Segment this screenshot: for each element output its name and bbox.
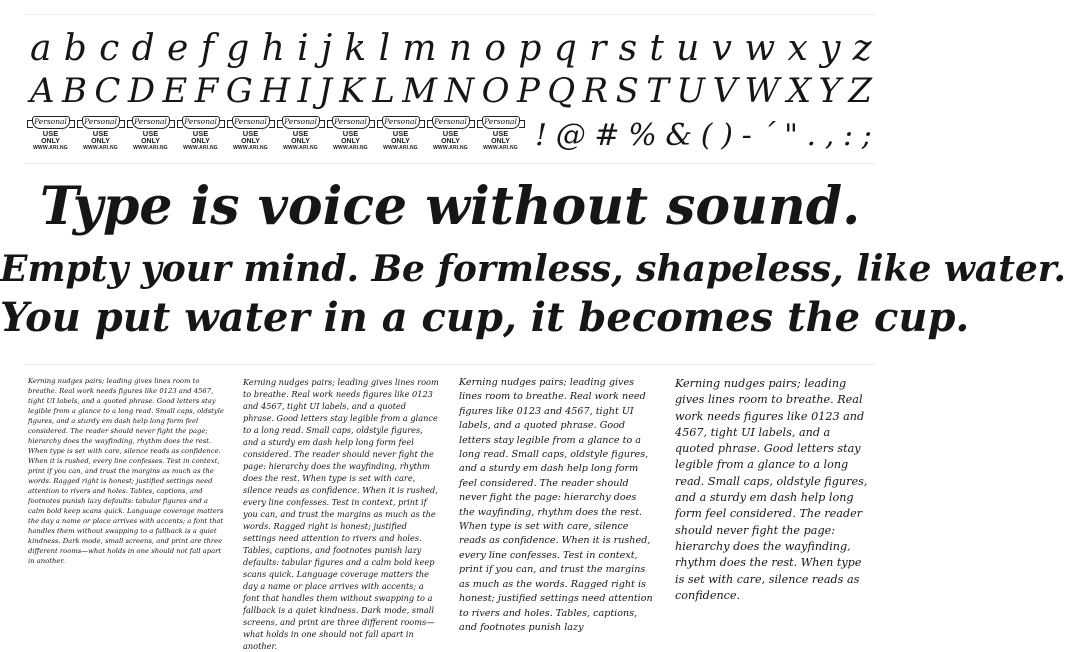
section-divider-lower — [24, 364, 876, 365]
lowercase-glyph: s — [618, 27, 638, 69]
top-divider — [24, 14, 876, 15]
badge-only-text: ONLY — [441, 138, 460, 145]
punctuation-glyph: : — [842, 117, 854, 153]
lowercase-glyph: o — [484, 27, 507, 69]
uppercase-glyph: N — [444, 71, 475, 111]
punctuation-glyph: # — [594, 117, 620, 153]
uppercase-glyph: Z — [848, 71, 872, 111]
badge-banner-text: Personal — [182, 116, 220, 129]
badge-url-text: WWW.ARI.NG — [83, 145, 118, 151]
lowercase-glyph: d — [131, 27, 155, 69]
badge-banner-text: Personal — [482, 116, 520, 129]
uppercase-glyph: A — [30, 71, 55, 111]
uppercase-glyph: I — [297, 71, 311, 111]
lowercase-glyph: m — [402, 27, 437, 69]
badge-only-text: ONLY — [291, 138, 310, 145]
uppercase-glyph: J — [318, 71, 332, 111]
badge-banner-text: Personal — [282, 116, 320, 129]
uppercase-glyph: K — [339, 71, 365, 111]
lowercase-glyph: q — [553, 27, 577, 69]
badge-url-text: WWW.ARI.NG — [333, 145, 368, 151]
uppercase-glyph: Y — [818, 71, 841, 111]
text-column-1: Kerning nudges pairs; leading gives lines room to breathe. Real work needs figures like 0123 and 4567, tight UI labels, and a quoted phrase. Good letters stay legible from a glance to a long read. Small caps, oldstyle figures, and a sturdy em dash help long form feel considered. The reader should never fight the page; hierarchy does the wayfinding, rhythm does the rest. When type is set with care, silence reads as confidence. When it is rushed, every line confesses. Test in context, print if you can, and trust the margins as much as the words. Ragged right is honest; justified settings need attention to rivers and holes. Tables, captions, and footnotes punish lazy defaults: tabular figures and a calm bold keep scans quick. Language coverage matters the day a name or place arrives with accents; a font that handles them without swapping to a fallback is a quiet kindness. Dark mode, small screens, and print are three different rooms—what holds in one should not fall apart in another. — [28, 377, 224, 565]
text-column-4: Kerning nudges pairs; leading gives lines room to breathe. Real work needs figures like 0123 and 4567, tight UI labels, and a quoted phrase. Good letters stay legible from a glance to a long read. Small caps, oldstyle figures, and a sturdy em dash help long form feel considered. The reader should never fight the page: hierarchy does the wayfinding, rhythm does the rest. When type is set with care, silence reads as confidence. — [675, 377, 868, 602]
personal-use-badge — [30, 116, 71, 154]
badge-use-text: USE — [492, 129, 509, 138]
uppercase-glyph: G — [225, 71, 253, 111]
punctuation-glyph: - — [741, 117, 752, 153]
badge-only-text: ONLY — [241, 138, 260, 145]
lowercase-glyph: k — [344, 27, 367, 69]
badge-only-text: ONLY — [91, 138, 110, 145]
uppercase-glyph: B — [61, 71, 87, 111]
badge-banner-text: Personal — [82, 116, 120, 129]
badge-url-text: WWW.ARI.NG — [33, 145, 68, 151]
lowercase-glyph-row — [30, 26, 872, 70]
badge-use-text: USE — [92, 129, 109, 138]
personal-use-badge — [80, 116, 121, 154]
punctuation-glyph: , — [824, 117, 835, 153]
uppercase-glyph: W — [744, 71, 780, 111]
punctuation-glyph: & — [665, 117, 693, 153]
personal-use-badge — [130, 116, 171, 154]
badge-only-text: ONLY — [141, 138, 160, 145]
uppercase-glyph: M — [402, 71, 438, 111]
misc-glyph-row — [30, 114, 872, 156]
uppercase-glyph: S — [615, 71, 639, 111]
section-divider — [24, 163, 876, 164]
uppercase-glyph: Q — [547, 71, 576, 111]
badge-url-text: WWW.ARI.NG — [233, 145, 268, 151]
lowercase-glyph: w — [744, 27, 776, 69]
personal-use-badge — [330, 116, 371, 154]
badge-only-text: ONLY — [41, 138, 60, 145]
uppercase-glyph: T — [646, 71, 669, 111]
punctuation-glyph-row — [527, 118, 872, 153]
badge-use-text: USE — [242, 129, 259, 138]
badge-url-text: WWW.ARI.NG — [383, 145, 418, 151]
punctuation-glyph: ) — [721, 117, 733, 153]
badge-banner-text: Personal — [32, 116, 70, 129]
punctuation-glyph: ( — [700, 117, 713, 153]
badge-only-text: ONLY — [191, 138, 210, 145]
lowercase-glyph: z — [852, 27, 872, 69]
lowercase-glyph: y — [820, 27, 841, 69]
uppercase-glyph: R — [582, 71, 609, 111]
punctuation-glyph: . — [806, 117, 817, 153]
badge-use-text: USE — [292, 129, 309, 138]
lowercase-glyph: i — [297, 27, 309, 69]
lowercase-glyph: b — [63, 27, 87, 69]
badge-banner-text: Personal — [432, 116, 470, 129]
lowercase-glyph: r — [589, 27, 607, 69]
badge-banner-text: Personal — [132, 116, 170, 129]
badge-only-text: ONLY — [491, 138, 510, 145]
lowercase-glyph: a — [30, 27, 52, 69]
lowercase-glyph: t — [649, 27, 664, 69]
badge-only-text: ONLY — [341, 138, 360, 145]
lowercase-glyph: x — [787, 27, 808, 69]
badge-use-text: USE — [342, 129, 359, 138]
uppercase-glyph: V — [712, 71, 738, 111]
lowercase-glyph: n — [448, 27, 473, 69]
personal-use-badge — [430, 116, 471, 154]
uppercase-glyph: U — [676, 71, 706, 111]
badge-url-text: WWW.ARI.NG — [133, 145, 168, 151]
badge-url-text: WWW.ARI.NG — [183, 145, 218, 151]
badge-url-text: WWW.ARI.NG — [433, 145, 468, 151]
badge-use-text: USE — [42, 129, 59, 138]
uppercase-glyph: O — [481, 71, 510, 111]
uppercase-glyph: L — [372, 71, 395, 111]
headline-large: Type is voice without sound. — [39, 176, 861, 237]
lowercase-glyph: h — [261, 27, 285, 69]
badge-banner-text: Personal — [382, 116, 420, 129]
lowercase-glyph: u — [676, 27, 700, 69]
personal-use-badge — [480, 116, 521, 154]
headline-third: You put water in a cup, it becomes the cup. — [0, 294, 970, 341]
lowercase-glyph: g — [226, 27, 250, 69]
punctuation-glyph: " — [784, 117, 798, 153]
badge-banner-text: Personal — [332, 116, 370, 129]
personal-use-badge — [380, 116, 421, 154]
uppercase-glyph: D — [127, 71, 156, 111]
badge-use-text: USE — [192, 129, 209, 138]
lowercase-glyph: l — [378, 27, 391, 69]
text-column-2: Kerning nudges pairs; leading gives lines room to breathe. Real work needs figures like 0123 and 4567, tight UI labels, and a quoted phrase. Good letters stay legible from a glance to a long read. Small caps, oldstyle figures, and a sturdy em dash help long form feel considered. The reader should never fight the page: hierarchy does the wayfinding, rhythm does the rest. When type is set with care, silence reads as confidence. When it is rushed, every line confesses. Test in context, print if you can, and trust the margins as much as the words. Ragged right is honest; justified settings need attention to rivers and holes. Tables, captions, and footnotes punish lazy defaults: tabular figures and a calm bold keep scans quick. Language coverage matters the day a name or place arrives with accents; a font that handles them without swapping to a fallback is a quiet kindness. Dark mode, small screens, and print are three different rooms—what holds in one should not fall apart in another. — [243, 377, 439, 651]
badge-banner-text: Personal — [232, 116, 270, 129]
lowercase-glyph: c — [99, 27, 120, 69]
punctuation-glyph: @ — [555, 117, 586, 153]
uppercase-glyph: E — [162, 71, 188, 111]
uppercase-glyph: X — [786, 71, 812, 111]
personal-use-badge-group — [30, 116, 521, 154]
badge-use-text: USE — [142, 129, 159, 138]
uppercase-glyph-row — [30, 68, 872, 114]
lowercase-glyph: v — [711, 27, 733, 69]
punctuation-glyph: ! — [535, 117, 548, 153]
punctuation-glyph: ; — [861, 117, 872, 153]
punctuation-glyph: ´ — [760, 117, 776, 153]
personal-use-badge — [230, 116, 271, 154]
badge-url-text: WWW.ARI.NG — [483, 145, 518, 151]
badge-url-text: WWW.ARI.NG — [283, 145, 318, 151]
uppercase-glyph: F — [194, 71, 219, 111]
punctuation-glyph: % — [628, 117, 657, 153]
personal-use-badge — [180, 116, 221, 154]
lowercase-glyph: j — [320, 27, 333, 69]
badge-use-text: USE — [442, 129, 459, 138]
uppercase-glyph: P — [516, 71, 540, 111]
lowercase-glyph: f — [200, 27, 214, 69]
text-column-3: Kerning nudges pairs; leading gives lines room to breathe. Real work need figures like 0123 and 4567, tight UI labels, and a quoted phrase. Good letters stay legible from a glance to a long read. Small caps, oldstyle figures, and a sturdy em dash help long form feel considered. The reader should never fight the page: hierarchy does the wayfinding, rhythm does the rest. When type is set with care, silence reads as confidence. When it is rushed, every line confesses. Test in context, print if you can, and trust the margins as much as the words. Ragged right is honest; justified settings need attention to rivers and holes. Tables, captions, and footnotes punish lazy — [459, 377, 653, 633]
lowercase-glyph: p — [518, 27, 542, 69]
headline-medium: Empty your mind. Be formless, shapeless, like water. — [0, 248, 1066, 290]
badge-only-text: ONLY — [391, 138, 410, 145]
personal-use-badge — [280, 116, 321, 154]
badge-use-text: USE — [392, 129, 409, 138]
lowercase-glyph: e — [166, 27, 189, 69]
uppercase-glyph: C — [94, 71, 121, 111]
uppercase-glyph: H — [260, 71, 291, 111]
